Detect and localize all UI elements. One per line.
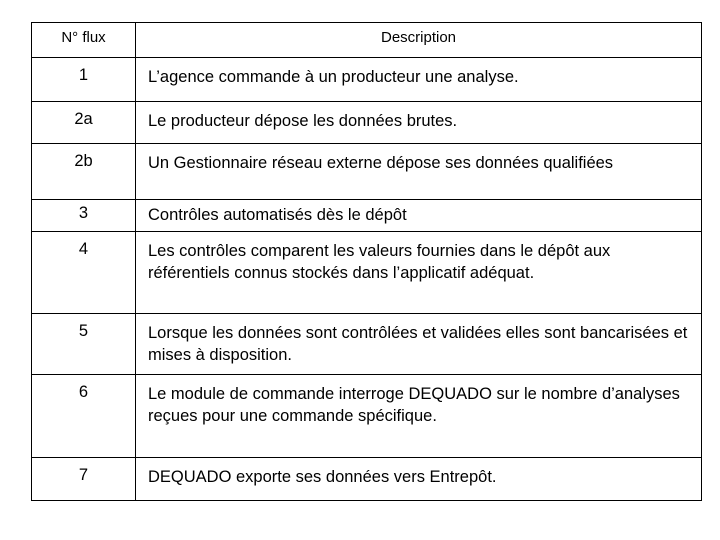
description-cell	[136, 375, 702, 458]
table-header-row	[32, 23, 702, 58]
table-row	[32, 232, 702, 314]
table-row	[32, 458, 702, 501]
flux-number: 6	[78, 383, 89, 401]
description-cell	[136, 314, 702, 375]
header-description-cell	[136, 23, 702, 58]
description-cell	[136, 102, 702, 144]
flux-cell	[32, 144, 136, 200]
flux-description: L’agence commande à un producteur une analyse.	[148, 68, 519, 86]
table-row	[32, 314, 702, 375]
flux-number: 5	[78, 322, 89, 340]
flux-cell	[32, 102, 136, 144]
flux-description: Un Gestionnaire réseau externe dépose ses données qualifiées	[148, 154, 614, 172]
flux-description: Contrôles automatisés dès le dépôt	[148, 206, 407, 224]
flux-number: 2a	[74, 110, 93, 128]
flux-number: 1	[78, 66, 89, 84]
table-row	[32, 375, 702, 458]
description-cell	[136, 458, 702, 501]
flux-cell	[32, 200, 136, 232]
flux-cell	[32, 375, 136, 458]
description-cell	[136, 232, 702, 314]
flux-number: 2b	[74, 152, 93, 170]
flux-table	[31, 22, 702, 501]
table-row	[32, 102, 702, 144]
flux-number: 3	[78, 204, 89, 222]
flux-cell	[32, 314, 136, 375]
table-row	[32, 58, 702, 102]
description-cell	[136, 200, 702, 232]
flux-description: Les contrôles comparent les valeurs fournies dans le dépôt aux référentiels connus stockés dans l’applicatif adéquat.	[148, 242, 611, 282]
description-cell	[136, 58, 702, 102]
flux-cell	[32, 58, 136, 102]
header-flux: N° flux	[61, 29, 106, 46]
flux-description: Lorsque les données sont contrôlées et validées elles sont bancarisées et mises à disposition.	[148, 324, 688, 364]
header-flux-cell	[32, 23, 136, 58]
table-row	[32, 144, 702, 200]
description-cell	[136, 144, 702, 200]
flux-description: Le producteur dépose les données brutes.	[148, 112, 458, 130]
header-description: Description	[380, 29, 457, 46]
flux-number: 4	[78, 240, 89, 258]
flux-number: 7	[78, 466, 89, 484]
flux-description: DEQUADO exporte ses données vers Entrepôt.	[148, 468, 497, 486]
flux-cell	[32, 458, 136, 501]
flux-cell	[32, 232, 136, 314]
flux-description: Le module de commande interroge DEQUADO sur le nombre d’analyses reçues pour une commande spécifique.	[148, 385, 680, 425]
table-row	[32, 200, 702, 232]
